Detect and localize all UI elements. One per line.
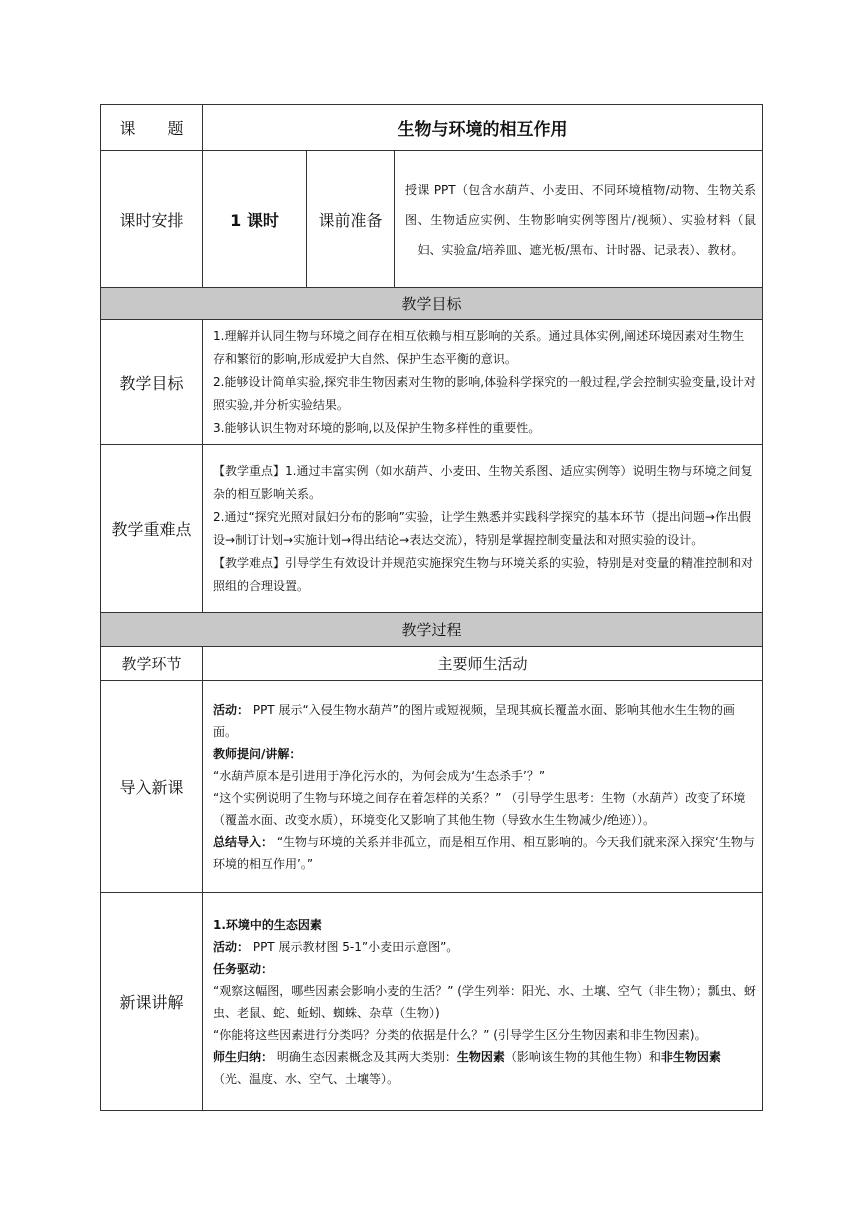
sum-tag: 师生归纳： <box>213 1049 274 1064</box>
schedule-row <box>101 151 763 288</box>
focus-text: 1.通过丰富实例（如水葫芦、小麦田、生物关系图、适应实例等）说明生物与环境之间复杂的相互影响关系。 <box>213 463 753 501</box>
process-band: 教学过程 <box>101 613 763 647</box>
focus-tag: 【教学重点】 <box>213 463 286 478</box>
objective-item: 3.能够认识生物对环境的影响,以及保护生物多样性的重要性。 <box>213 420 541 435</box>
topic-label: 课 题 <box>101 105 203 151</box>
abio-factor-tag: 非生物因素 <box>660 1049 721 1064</box>
difficulty-text: 引导学生有效设计并规范实施探究生物与环境关系的实验，特别是对变量的精准控制和对照组的合理设置。 <box>213 555 754 593</box>
prep-label: 课前准备 <box>307 151 395 288</box>
nl-question-2: “你能将这些因素进行分类吗？分类的依据是什么？” (引导学生区分生物因素和非生物因素)。 <box>213 1027 707 1042</box>
process-header-row <box>101 647 763 681</box>
teacher-tag: 教师提问/讲解： <box>213 746 302 761</box>
intro-label: 导入新课 <box>101 681 203 893</box>
difficulty-tag: 【教学难点】 <box>213 555 286 570</box>
topic-row <box>101 105 763 151</box>
schedule-label: 课时安排 <box>101 151 203 288</box>
intro-question-2: “这个实例说明了生物与环境之间存在着怎样的关系？” （引导学生思考：生物（水葫芦）改变了环境（覆盖水面、改变水质），环境变化又影响了其他生物（导致水生生物减少/绝迹））。 <box>213 790 746 827</box>
focus-text-2: 2.通过“探究光照对鼠妇分布的影响”实验，让学生熟悉并实践科学探究的基本环节（提出问题→作出假设→制订计划→实施计划→得出结论→表达交流），特别是掌握控制变量法和对照实验的设计。 <box>213 509 751 547</box>
sum-b: （影响该生物的其他生物）和 <box>504 1049 661 1064</box>
nl-activity-tag: 活动： <box>213 939 250 954</box>
intro-body <box>203 681 763 893</box>
task-tag: 任务驱动： <box>213 961 274 976</box>
process-col-2: 主要师生活动 <box>203 647 763 681</box>
keypoints-body <box>203 445 763 613</box>
intro-row <box>101 681 763 893</box>
objective-item: 1.理解并认同生物与环境之间存在相互依赖与相互影响的关系。通过具体实例,阐述环境因素对生物生存和繁衍的影响,形成爱护大自然、保护生态平衡的意识。 <box>213 328 745 366</box>
activity-text: PPT 展示“入侵生物水葫芦”的图片或短视频，呈现其疯长覆盖水面、影响其他水生生物的画面。 <box>213 702 735 739</box>
newlesson-heading: 1.环境中的生态因素 <box>213 917 322 932</box>
intro-question-1: “水葫芦原本是引进用于净化污水的，为何会成为‘生态杀手’？” <box>213 768 546 783</box>
objectives-body <box>203 320 763 445</box>
objectives-band: 教学目标 <box>101 288 763 320</box>
topic-title: 生物与环境的相互作用 <box>203 105 763 151</box>
newlesson-row <box>101 893 763 1111</box>
summary-tag: 总结导入： <box>213 834 274 849</box>
summary-text: “生物与环境的关系并非孤立，而是相互作用、相互影响的。今天我们就来深入探究‘生物与环境的相互作用’。” <box>213 834 755 871</box>
objectives-label: 教学目标 <box>101 320 203 445</box>
lesson-plan-table <box>100 104 763 1111</box>
nl-activity-text: PPT 展示教材图 5-1”小麦田示意图”。 <box>249 939 459 954</box>
objective-item: 2.能够设计简单实验,探究非生物因素对生物的影响,体验科学探究的一般过程,学会控制实验变量,设计对照实验,并分析实验结果。 <box>213 374 756 412</box>
nl-question-1: “观察这幅图，哪些因素会影响小麦的生活？” (学生列举：阳光、水、土壤、空气（非生物）；瓢虫、蚜虫、老鼠、蛇、蚯蚓、蜘蛛、杂草（生物）) <box>213 983 756 1020</box>
schedule-value: 1 课时 <box>203 151 307 288</box>
process-col-1: 教学环节 <box>101 647 203 681</box>
process-band-row <box>101 613 763 647</box>
objectives-row <box>101 320 763 445</box>
bio-factor-tag: 生物因素 <box>456 1049 505 1064</box>
objectives-band-row <box>101 288 763 320</box>
sum-a: 明确生态因素概念及其两大类别： <box>273 1049 457 1064</box>
keypoints-row <box>101 445 763 613</box>
keypoints-label: 教学重难点 <box>101 445 203 613</box>
prep-text: 授课 PPT（包含水葫芦、小麦田、不同环境植物/动物、生物关系图、生物适应实例、生物影响实例等图片/视频）、实验材料（鼠妇、实验盒/培养皿、遮光板/黑布、计时器、记录表）、教材。 <box>395 151 763 288</box>
sum-c: （光、温度、水、空气、土壤等）。 <box>213 1071 400 1086</box>
newlesson-body <box>203 893 763 1111</box>
activity-tag: 活动： <box>213 702 250 717</box>
newlesson-label: 新课讲解 <box>101 893 203 1111</box>
